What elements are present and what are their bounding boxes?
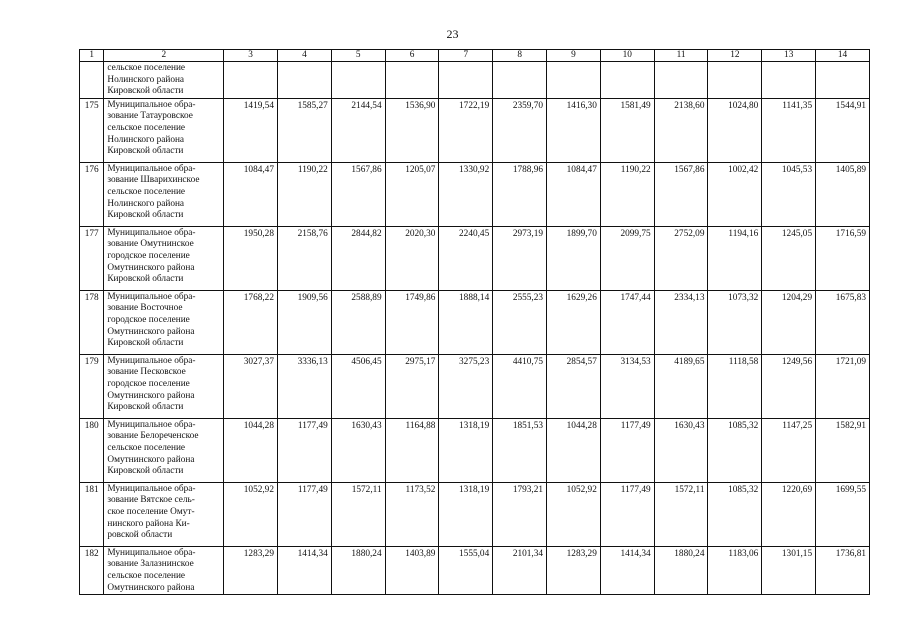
column-header-10: 10	[600, 50, 654, 62]
value-cell: 1675,83	[816, 290, 870, 354]
value-cell: 2138,60	[654, 98, 708, 162]
value-cell: 1414,34	[277, 546, 331, 594]
value-cell: 4189,65	[654, 354, 708, 418]
value-cell: 3027,37	[224, 354, 278, 418]
value-cell: 1044,28	[547, 418, 601, 482]
column-header-14: 14	[816, 50, 870, 62]
value-cell: 1002,42	[708, 162, 762, 226]
value-cell: 1190,22	[600, 162, 654, 226]
value-cell: 1567,86	[331, 162, 385, 226]
value-cell	[816, 62, 870, 99]
value-cell: 2854,57	[547, 354, 601, 418]
value-cell: 3336,13	[277, 354, 331, 418]
column-header-1: 1	[80, 50, 104, 62]
value-cell: 1085,32	[708, 482, 762, 546]
table-row	[80, 482, 870, 546]
value-cell: 2240,45	[439, 226, 493, 290]
value-cell	[439, 62, 493, 99]
value-cell: 1403,89	[385, 546, 439, 594]
value-cell: 1177,49	[600, 482, 654, 546]
municipality-name-cell: Муниципальное обра- зование Восточное городское поселение Омутнинского района Кировской области	[104, 290, 224, 354]
value-cell	[277, 62, 331, 99]
column-header-7: 7	[439, 50, 493, 62]
value-cell: 2158,76	[277, 226, 331, 290]
value-cell: 2020,30	[385, 226, 439, 290]
row-number-cell: 178	[80, 290, 104, 354]
value-cell: 1722,19	[439, 98, 493, 162]
value-cell	[762, 62, 816, 99]
value-cell: 1416,30	[547, 98, 601, 162]
value-cell: 1073,32	[708, 290, 762, 354]
value-cell	[654, 62, 708, 99]
value-cell: 2555,23	[493, 290, 547, 354]
value-cell: 1768,22	[224, 290, 278, 354]
value-cell: 1405,89	[816, 162, 870, 226]
value-cell: 4506,45	[331, 354, 385, 418]
value-cell: 1880,24	[654, 546, 708, 594]
value-cell: 1318,19	[439, 482, 493, 546]
value-cell: 1177,49	[277, 418, 331, 482]
value-cell: 1630,43	[331, 418, 385, 482]
value-cell: 2844,82	[331, 226, 385, 290]
value-cell: 2334,13	[654, 290, 708, 354]
value-cell: 1245,05	[762, 226, 816, 290]
row-number-cell: 176	[80, 162, 104, 226]
value-cell: 1084,47	[224, 162, 278, 226]
value-cell: 1630,43	[654, 418, 708, 482]
value-cell: 1052,92	[547, 482, 601, 546]
value-cell: 2359,70	[493, 98, 547, 162]
column-header-2: 2	[104, 50, 224, 62]
table-row	[80, 98, 870, 162]
row-number-cell	[80, 62, 104, 99]
value-cell: 1736,81	[816, 546, 870, 594]
value-cell: 1283,29	[224, 546, 278, 594]
table-row	[80, 62, 870, 99]
value-cell: 1052,92	[224, 482, 278, 546]
value-cell: 1141,35	[762, 98, 816, 162]
tariff-table	[79, 49, 870, 595]
value-cell: 1085,32	[708, 418, 762, 482]
value-cell: 1283,29	[547, 546, 601, 594]
value-cell: 1194,16	[708, 226, 762, 290]
value-cell: 1164,88	[385, 418, 439, 482]
value-cell: 1880,24	[331, 546, 385, 594]
row-number-cell: 179	[80, 354, 104, 418]
value-cell: 1788,96	[493, 162, 547, 226]
table-row	[80, 290, 870, 354]
table-row	[80, 226, 870, 290]
value-cell: 1721,09	[816, 354, 870, 418]
municipality-name-cell: Муниципальное обра- зование Белореченское сельское поселение Омутнинского района Кировской области	[104, 418, 224, 482]
municipality-name-cell: Муниципальное обра- зование Залазнинское сельское поселение Омутнинского района	[104, 546, 224, 594]
value-cell	[493, 62, 547, 99]
value-cell: 1301,15	[762, 546, 816, 594]
row-number-cell: 177	[80, 226, 104, 290]
value-cell: 1177,49	[600, 418, 654, 482]
value-cell: 1899,70	[547, 226, 601, 290]
value-cell: 1629,26	[547, 290, 601, 354]
value-cell: 1582,91	[816, 418, 870, 482]
value-cell: 1147,25	[762, 418, 816, 482]
column-header-11: 11	[654, 50, 708, 62]
column-header-3: 3	[224, 50, 278, 62]
value-cell: 1699,55	[816, 482, 870, 546]
value-cell: 1084,47	[547, 162, 601, 226]
value-cell: 1045,53	[762, 162, 816, 226]
municipality-name-cell: Муниципальное обра- зование Татауровское сельское поселение Нолинского района Кировской области	[104, 98, 224, 162]
value-cell: 1330,92	[439, 162, 493, 226]
value-cell: 2975,17	[385, 354, 439, 418]
value-cell: 1205,07	[385, 162, 439, 226]
municipality-name-cell: Муниципальное обра- зование Вятское сель- ское поселение Омут- нинского района Ки- ровской области	[104, 482, 224, 546]
value-cell: 1024,80	[708, 98, 762, 162]
column-header-6: 6	[385, 50, 439, 62]
value-cell	[708, 62, 762, 99]
value-cell: 1747,44	[600, 290, 654, 354]
value-cell: 1581,49	[600, 98, 654, 162]
value-cell	[385, 62, 439, 99]
value-cell	[600, 62, 654, 99]
value-cell	[224, 62, 278, 99]
column-header-12: 12	[708, 50, 762, 62]
table-row	[80, 546, 870, 594]
row-number-cell: 175	[80, 98, 104, 162]
value-cell: 3275,23	[439, 354, 493, 418]
value-cell: 1419,54	[224, 98, 278, 162]
municipality-name-cell: Муниципальное обра- зование Шварихинское сельское поселение Нолинского района Кировской области	[104, 162, 224, 226]
value-cell: 1118,58	[708, 354, 762, 418]
value-cell: 2752,09	[654, 226, 708, 290]
value-cell: 1793,21	[493, 482, 547, 546]
row-number-cell: 181	[80, 482, 104, 546]
value-cell: 2588,89	[331, 290, 385, 354]
value-cell: 1177,49	[277, 482, 331, 546]
value-cell: 1909,56	[277, 290, 331, 354]
municipality-name-cell: Муниципальное обра- зование Омутнинское городское поселение Омутнинского района Кировской области	[104, 226, 224, 290]
column-header-4: 4	[277, 50, 331, 62]
table-row	[80, 354, 870, 418]
table-row	[80, 162, 870, 226]
value-cell: 2144,54	[331, 98, 385, 162]
value-cell: 1190,22	[277, 162, 331, 226]
value-cell: 1572,11	[331, 482, 385, 546]
page-number: 23	[446, 27, 459, 41]
municipality-name-cell: Муниципальное обра- зование Песковское городское поселение Омутнинского района Кировской области	[104, 354, 224, 418]
value-cell: 2099,75	[600, 226, 654, 290]
value-cell: 1567,86	[654, 162, 708, 226]
value-cell: 1044,28	[224, 418, 278, 482]
column-header-8: 8	[493, 50, 547, 62]
value-cell: 2101,34	[493, 546, 547, 594]
value-cell: 1950,28	[224, 226, 278, 290]
value-cell: 1220,69	[762, 482, 816, 546]
value-cell: 1249,56	[762, 354, 816, 418]
value-cell: 1544,91	[816, 98, 870, 162]
row-number-cell: 182	[80, 546, 104, 594]
value-cell: 1183,06	[708, 546, 762, 594]
value-cell: 1716,59	[816, 226, 870, 290]
value-cell	[547, 62, 601, 99]
column-header-5: 5	[331, 50, 385, 62]
row-number-cell: 180	[80, 418, 104, 482]
value-cell: 1585,27	[277, 98, 331, 162]
value-cell	[331, 62, 385, 99]
column-header-13: 13	[762, 50, 816, 62]
value-cell: 1204,29	[762, 290, 816, 354]
value-cell: 3134,53	[600, 354, 654, 418]
value-cell: 1749,86	[385, 290, 439, 354]
table-row	[80, 418, 870, 482]
table-body	[80, 62, 870, 595]
value-cell: 1572,11	[654, 482, 708, 546]
column-header-9: 9	[547, 50, 601, 62]
value-cell: 1318,19	[439, 418, 493, 482]
value-cell: 1414,34	[600, 546, 654, 594]
value-cell: 1555,04	[439, 546, 493, 594]
value-cell: 1173,52	[385, 482, 439, 546]
value-cell: 1536,90	[385, 98, 439, 162]
table-header	[80, 50, 870, 62]
value-cell: 1888,14	[439, 290, 493, 354]
value-cell: 2973,19	[493, 226, 547, 290]
value-cell: 1851,53	[493, 418, 547, 482]
value-cell: 4410,75	[493, 354, 547, 418]
municipality-name-cell: сельское поселение Нолинского района Кировской области	[104, 62, 224, 99]
